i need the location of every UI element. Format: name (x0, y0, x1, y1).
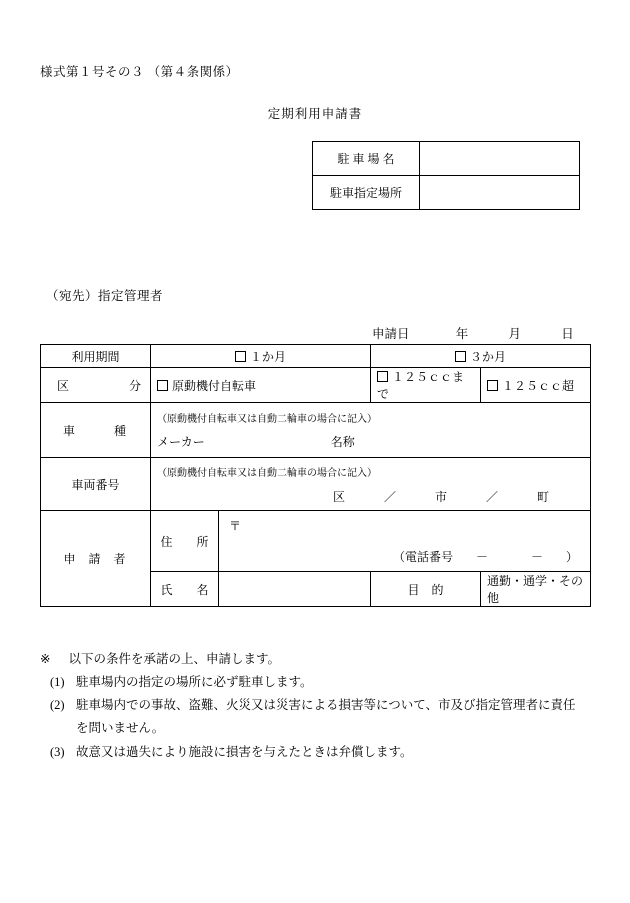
application-date-label: 申請日 (372, 327, 410, 341)
condition-text-3: 故意又は過失により施設に損害を与えたときは弁償します。 (76, 744, 413, 759)
slash-1: ／ (383, 489, 397, 504)
table-row (313, 176, 580, 210)
address-field[interactable] (219, 511, 591, 572)
vehicle-number-label: 車両番号 (41, 458, 151, 511)
checkbox-icon[interactable] (377, 371, 388, 382)
day-label[interactable]: 日 (561, 327, 574, 341)
ward-label: 区 (332, 489, 346, 504)
town-label: 町 (537, 489, 551, 504)
list-item (50, 671, 585, 694)
form-number: 様式第１号その３ （第４条関係） (40, 65, 239, 79)
page-title: 定期利用申請書 (267, 107, 363, 121)
application-main-table (40, 344, 591, 607)
purpose-label: 目 的 (371, 572, 481, 607)
classification-option-moped[interactable] (151, 368, 371, 403)
list-item (50, 694, 585, 740)
condition-number-1: (1) (50, 675, 65, 690)
period-option-1month[interactable] (151, 345, 371, 368)
telephone-line[interactable] (225, 534, 584, 569)
parking-lot-name-field[interactable] (420, 142, 580, 176)
vehicle-type-label: 車 種 (41, 403, 151, 458)
address-label: 住 所 (151, 511, 219, 572)
period-option-1month-label: １か月 (250, 349, 287, 364)
conditions-heading-text: 以下の条件を承諾の上、申請します。 (68, 652, 280, 666)
vehicle-type-note: （原動機付自転車又は自動二輪車の場合に記入） (157, 414, 377, 425)
vehicle-number-note: （原動機付自転車又は自動二輪車の場合に記入） (157, 467, 377, 479)
condition-text-1: 駐車場内の指定の場所に必ず駐車します。 (76, 675, 313, 690)
table-row-vehicle-number (41, 458, 591, 511)
model-name-label: 名称 (330, 435, 355, 449)
applicant-label: 申 請 者 (41, 511, 151, 607)
table-row-classification (41, 368, 591, 403)
checkbox-icon[interactable] (455, 351, 466, 362)
table-row-applicant-address (41, 511, 591, 572)
conditions-mark: ※ (40, 652, 51, 666)
telephone-label: （電話番号 (393, 550, 454, 564)
condition-number-2: (2) (50, 698, 65, 713)
addressee: （宛先）指定管理者 (46, 289, 164, 303)
condition-text-2: 駐車場内での事故、盗難、火災又は災害による損害等について、市及び指定管理者に責任を問いません。 (76, 698, 576, 736)
vehicle-type-field[interactable] (151, 403, 591, 458)
period-option-3months-label: ３か月 (470, 349, 507, 364)
checkbox-icon[interactable] (487, 380, 498, 391)
table-row-vehicle-type (41, 403, 591, 458)
parking-space-label: 駐車指定場所 (313, 176, 420, 210)
checkbox-icon[interactable] (157, 380, 168, 391)
table-row (313, 142, 580, 176)
table-row-period (41, 345, 591, 368)
classification-option-over125[interactable] (481, 368, 591, 403)
classification-option-moped-label: 原動機付自転車 (172, 378, 257, 393)
period-label: 利用期間 (41, 345, 151, 368)
vehicle-number-field[interactable] (151, 458, 591, 511)
month-label[interactable]: 月 (508, 327, 522, 341)
name-field[interactable] (219, 572, 371, 607)
classification-label: 区 分 (41, 368, 151, 403)
conditions-block (40, 648, 585, 764)
purpose-field[interactable]: 通勤・通学・その他 (481, 572, 591, 607)
classification-option-over125-label: １２５ｃｃ超 (502, 378, 575, 393)
vehicle-type-maker-line (157, 426, 584, 450)
parking-info-table (312, 141, 580, 210)
city-label: 市 (434, 489, 448, 504)
parking-space-field[interactable] (420, 176, 580, 210)
telephone-dash-1: － (476, 550, 489, 564)
year-label[interactable]: 年 (455, 327, 469, 341)
slash-2: ／ (486, 489, 500, 504)
classification-option-upto125[interactable] (371, 368, 481, 403)
name-label: 氏 名 (151, 572, 219, 607)
postal-mark: 〒 (229, 519, 242, 533)
condition-number-3: (3) (50, 744, 65, 759)
checkbox-icon[interactable] (235, 351, 246, 362)
parking-lot-name-label: 駐 車 場 名 (313, 142, 420, 176)
conditions-list (40, 671, 585, 764)
period-option-3months[interactable] (371, 345, 591, 368)
vehicle-number-line (157, 480, 584, 505)
telephone-close-paren: ） (566, 550, 579, 564)
conditions-heading (40, 648, 585, 671)
maker-label: メーカー (157, 435, 205, 449)
classification-option-upto125-label: １２５ｃｃまで (377, 370, 465, 401)
telephone-dash-2: － (531, 550, 544, 564)
list-item (50, 741, 585, 764)
